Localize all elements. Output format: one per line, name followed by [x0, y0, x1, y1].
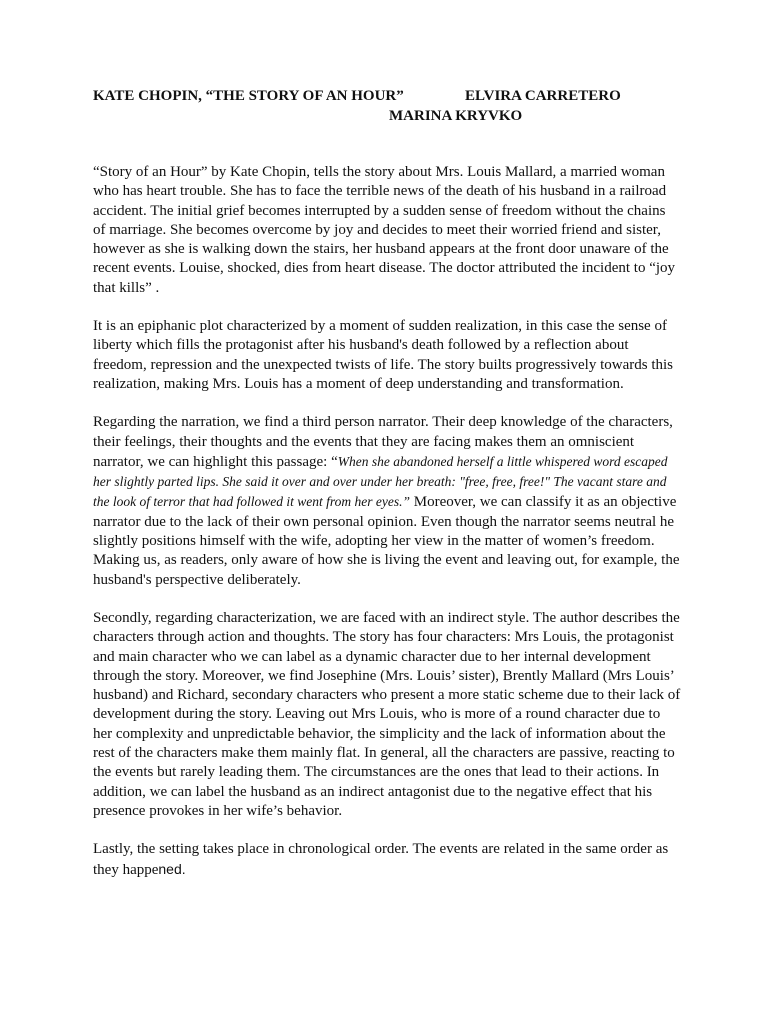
paragraph-narration	[93, 413, 681, 590]
narration-quote: When she abandoned herself a little whispered word escaped her slightly parted lips. She said it over and over under her breath: "free, free, free!" The vacant stare and the look of terror that had followed it went from her eyes.”	[93, 453, 668, 510]
setting-text: Lastly, the setting takes place in chronological order. The events are related in the same order as they happe	[93, 841, 669, 878]
paragraph-summary: “Story of an Hour” by Kate Chopin, tells the story about Mrs. Louis Mallard, a married woman who has heart trouble. She has to face the terrible news of the death of his husband in a railroad accident. The initial grief becomes interrupted by a sudden sense of freedom without the chains of marriage. She becomes overcome by joy and decides to meet their worried friend and sister, however as she is walking down the stairs, her husband appears at the front door unaware of the recent events. Louise, shocked, dies from heart disease. The doctor attributed the incident to “joy that kills” .	[93, 164, 676, 296]
paragraph-plot: It is an epiphanic plot characterized by a moment of sudden realization, in this case the sense of liberty which fills the protagonist after his husband's death followed by a reflection about freedom, repression and the unexpected twists of life. The story builts progressively towards this realization, making Mrs. Louis has a moment of deep understanding and transformation.	[93, 318, 674, 392]
author-name-1: ELVIRA CARRETERO	[465, 88, 621, 104]
author-name-2: MARINA KRYVKO	[389, 108, 523, 124]
narration-intro: Regarding the narration, we find a third person narrator. Their deep knowledge of the characters, their feelings, their thoughts and the events that they are facing makes them an omniscient narrator, we can highlight this passage: “	[93, 414, 673, 470]
narration-rest: Moreover, we can classify it as an objective narrator due to the lack of their own personal opinion. Even though the narrator seems neutral he slightly positions himself with the wife, adopting her view in the matter of women’s freedom. Making us, as readers, only aware of how she is living the event and leaving out, for example, the husband's perspective deliberately.	[93, 494, 680, 588]
essay-body	[93, 163, 681, 899]
essay-title: KATE CHOPIN, “THE STORY OF AN HOUR”	[93, 88, 404, 104]
setting-text-end: ned.	[158, 860, 186, 877]
paragraph-setting	[93, 840, 681, 880]
paragraph-characterization: Secondly, regarding characterization, we are faced with an indirect style. The author describes the characters through action and thoughts. The story has four characters: Mrs Louis, the protagonist and main character who we can label as a dynamic character due to her internal development through the story. Moreover, we find Josephine (Mrs. Louis’ sister), Brently Mallard (Mrs Louis’ husband) and Richard, secondary characters who present a more static scheme due to their lack of development during the story. Leaving out Mrs Louis, who is more of a round character due to her complexity and unpredictable behavior, the simplicity and the lack of information about the rest of the characters make them mainly flat. In general, all the characters are passive, reacting to the events but rarely leading them. The circumstances are the ones that lead to their actions. In addition, we can label the husband as an indirect antagonist due to the negative effect that his presence provokes in her wife’s behavior.	[93, 609, 681, 819]
